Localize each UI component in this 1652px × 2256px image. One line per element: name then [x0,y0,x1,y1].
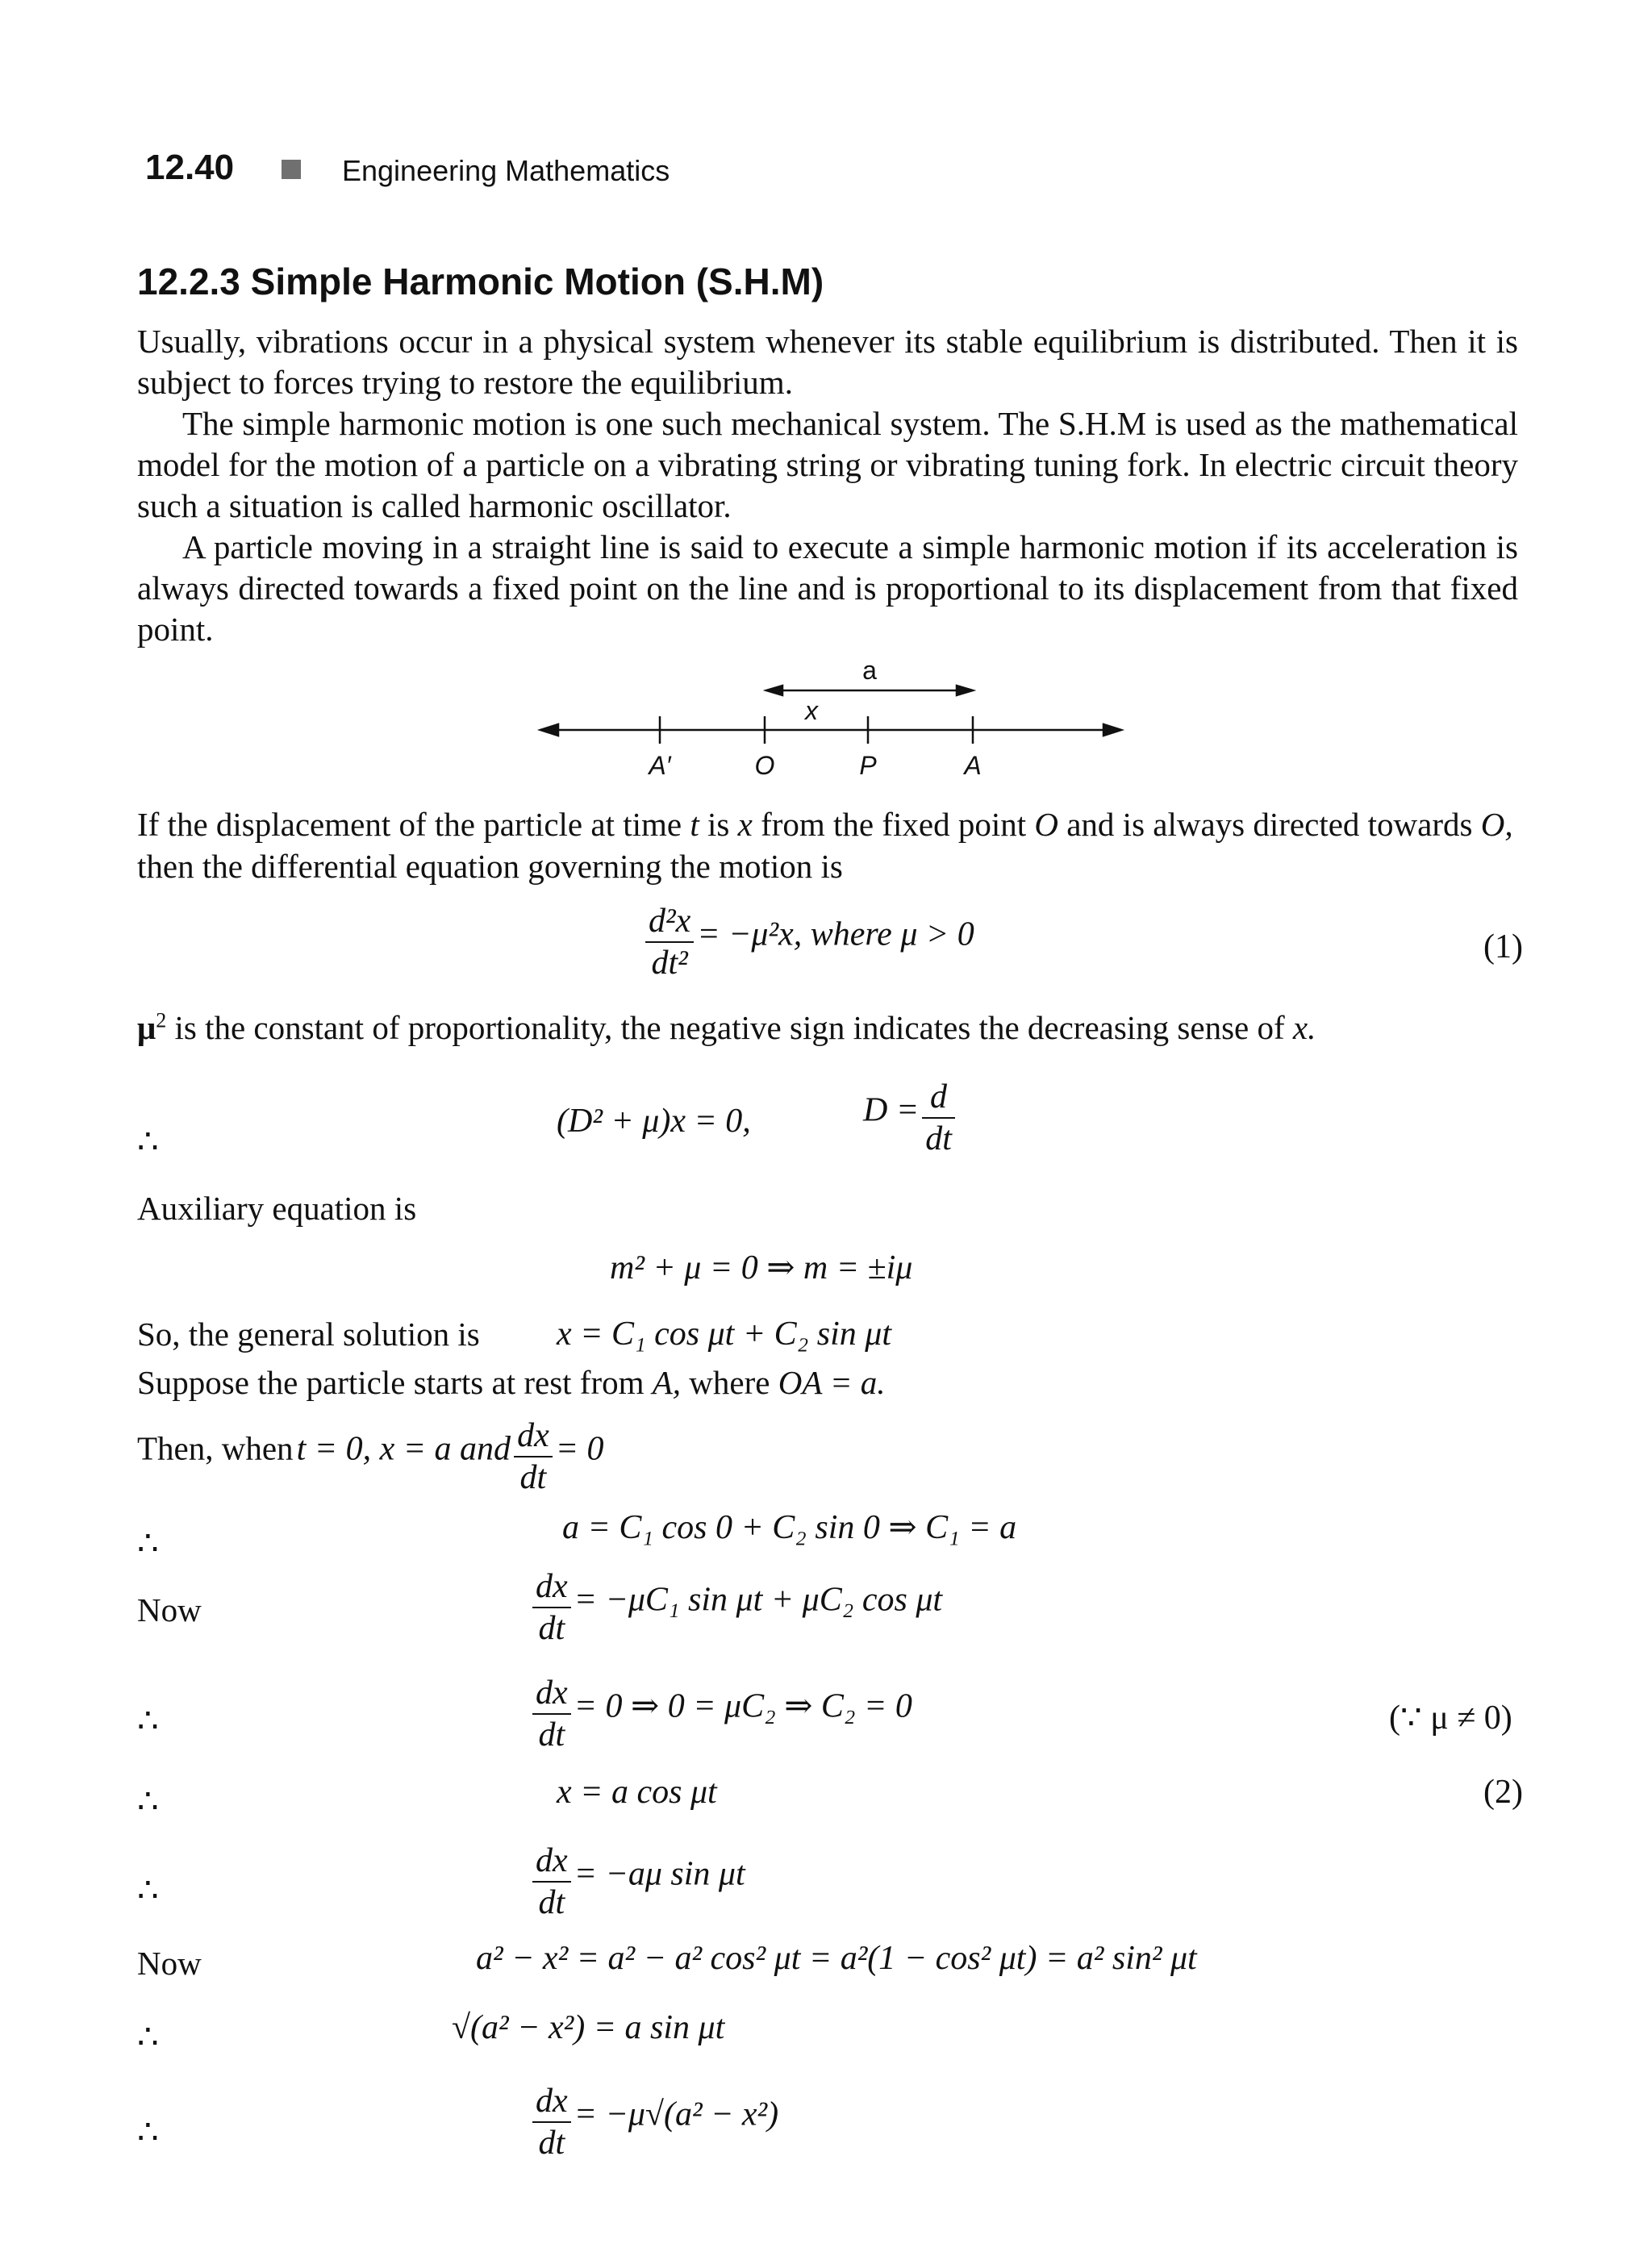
displacement-equation: x = a cos μt [557,1774,717,1811]
c1-equation: a = C₁ cos 0 + C₂ sin 0 ⇒ C₁ = a [562,1509,1017,1546]
paragraph-3: A particle moving in a straight line is said to execute a simple harmonic motion if its acceleration is always directed towards a fixed point on the line and is proportional to its displacement from that fixed point. [137,528,1518,648]
therefore-symbol: ∴ [137,1124,159,1161]
therefore-symbol: ∴ [137,2019,159,2056]
label-x: x [805,696,818,725]
point-o: O [754,751,775,780]
intro-paragraphs [137,321,1518,650]
displacement-line-2: then the differential equation governing the motion is [137,848,843,885]
therefore-symbol: ∴ [137,1872,159,1909]
velocity-sin-equation: $\frac{dx}{dt}$ = −aμ sin μt [532,1841,745,1923]
paragraph-2: The simple harmonic motion is one such mechanical system. The S.H.M is used as the mathematical model for the motion of a particle on a vibrating string or vibrating tuning fork. In electric circuit theory such a situation is called harmonic oscillator. [137,405,1518,524]
axis-arrow-right [1103,724,1121,736]
now-label-2: Now [137,1945,202,1982]
auxiliary-equation: m² + μ = 0 ⇒ m = ±iμ [610,1249,913,1286]
label-a: a [862,656,877,685]
initial-condition: Then, when t = 0, x = a and $\frac{dx}{dt}$ = 0 [137,1417,604,1496]
section-heading: 12.2.3 Simple Harmonic Motion (S.H.M) [137,261,824,302]
page-number: 12.40 [145,148,235,187]
mu-sentence: $\mu^2$ is the constant of proportionality, the negative sign indicates the decreasing sense of x. [137,1008,1316,1046]
book-title: Engineering Mathematics [342,154,670,187]
identity-equation: a² − x² = a² − a² cos² μt = a²(1 − cos² μt) = a² sin² μt [476,1940,1197,1977]
amplitude-arrow-right [957,686,973,695]
general-solution-label: So, the general solution is [137,1316,480,1353]
auxiliary-label: Auxiliary equation is [137,1190,417,1227]
equation-1: $\frac{\text{d²x}}{\text{dt²}}$ = −μ²x, where μ > 0 [645,901,974,983]
therefore-symbol: ∴ [137,1703,159,1740]
therefore-symbol: ∴ [137,2114,159,2151]
point-a: A [964,751,982,780]
final-equation: $\frac{dx}{dt}$ = −μ√(a² − x²) [532,2081,778,2163]
point-a-prime: A′ [649,751,671,780]
now-label: Now [137,1591,202,1628]
equation-2-number: (2) [1483,1774,1523,1811]
c2-note: (∵ μ ≠ 0) [1389,1699,1512,1737]
paragraph-1: Usually, vibrations occur in a physical system whenever its stable equilibrium is distributed. Then it is subject to forces trying to restore the equilibrium. [137,323,1518,401]
suppose-line: Suppose the particle starts at rest from A, where OA = a. [137,1364,886,1401]
therefore-symbol: ∴ [137,1525,159,1562]
d-operator: D = $\frac{d}{dt}$ [863,1077,955,1159]
general-solution: x = C₁ cos μt + C₂ sin μt [557,1316,892,1353]
therefore-symbol: ∴ [137,1783,159,1820]
amplitude-arrow-left [766,686,782,695]
velocity-equation: $\frac{dx}{dt}$ = −μC₁ sin μt + μC₂ cos μt [532,1566,942,1649]
header-square [282,160,301,179]
point-p: P [859,751,877,780]
equation-1-number: (1) [1483,928,1523,965]
shm-diagram [532,653,1129,790]
displacement-line-1: If the displacement of the particle at time t is x from the fixed point O and is always directed towards O, [137,806,1513,843]
operator-equation: (D² + μ)x = 0, [557,1103,751,1140]
axis-arrow-left [540,724,558,736]
c2-equation: $\frac{dx}{dt}$ = 0 ⇒ 0 = μC₂ ⇒ C₂ = 0 [532,1673,912,1755]
sqrt-equation: √(a² − x²) = a sin μt [452,2009,725,2046]
